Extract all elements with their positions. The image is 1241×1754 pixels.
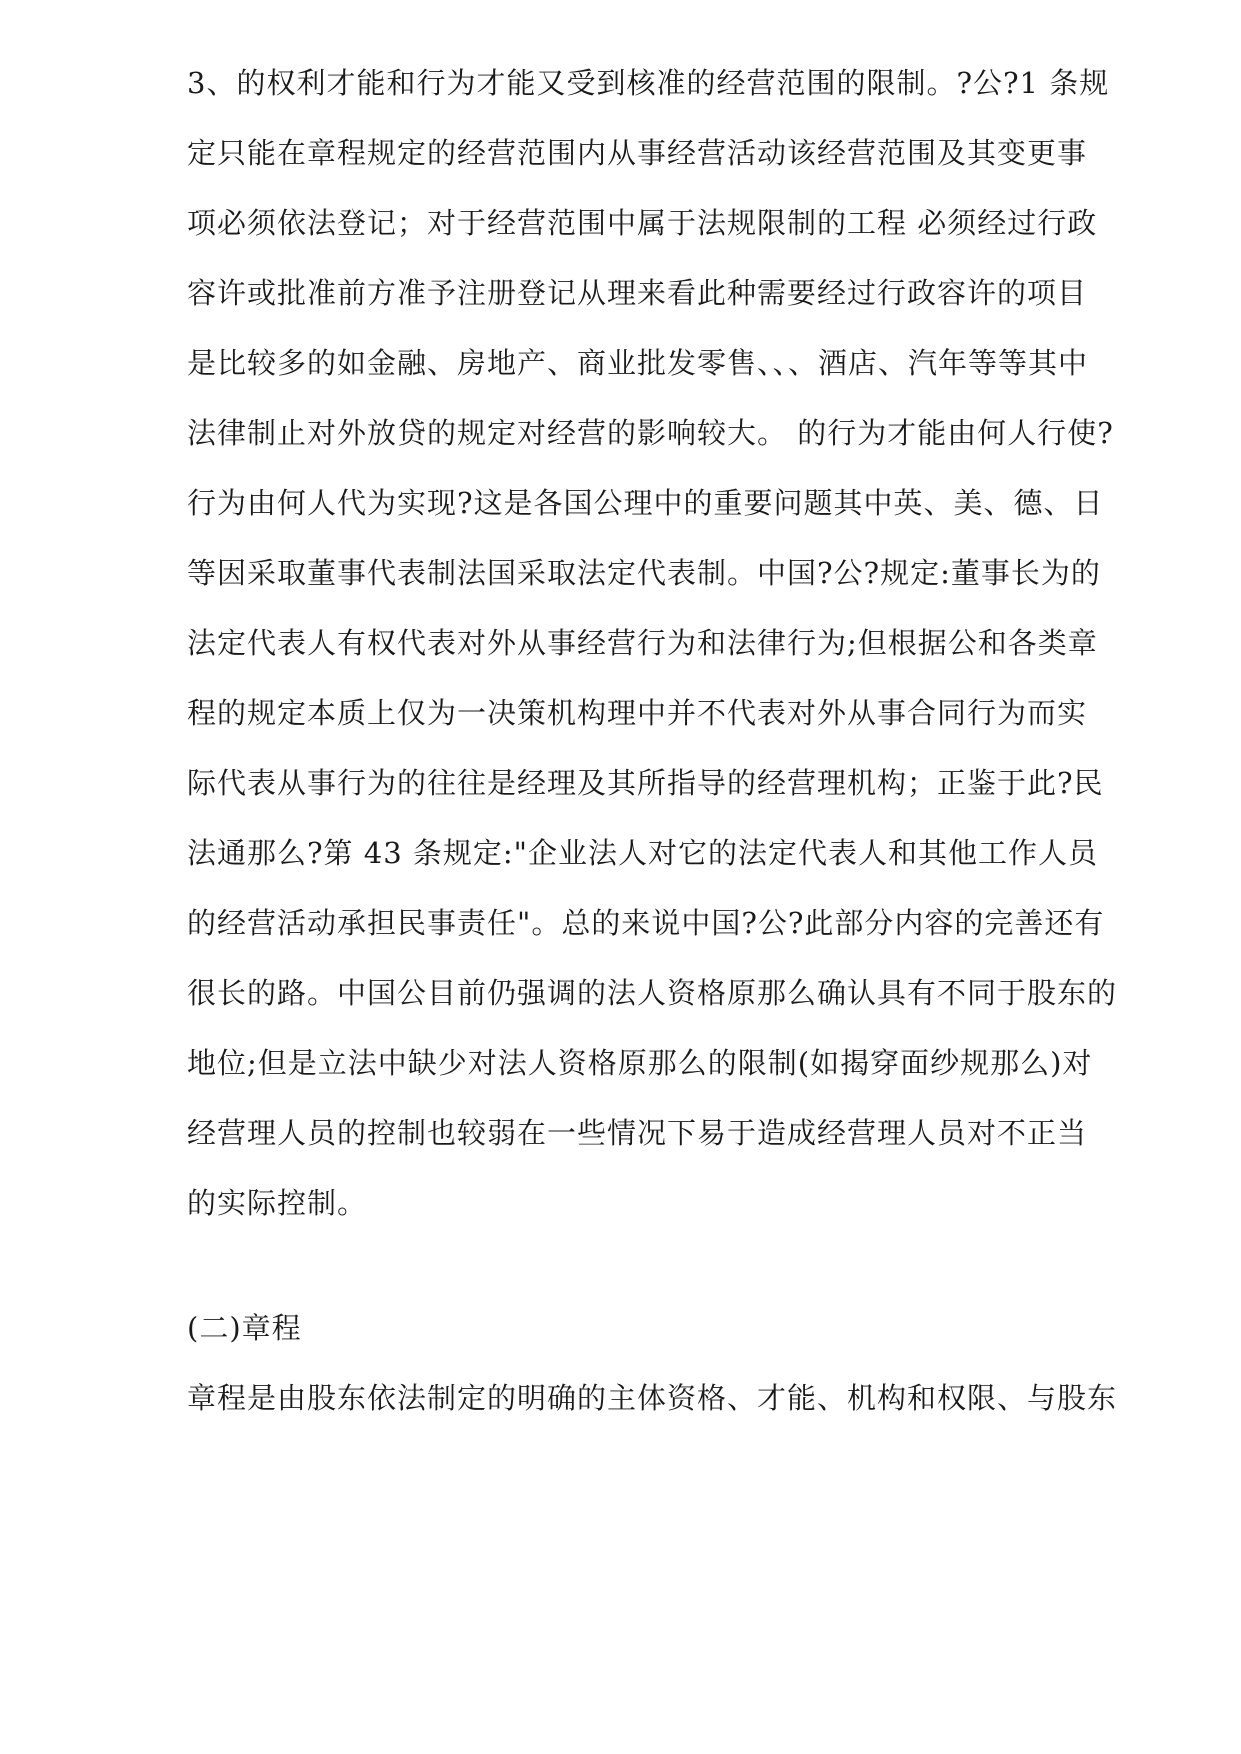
paragraph-line: 等因采取董事代表制法国采取法定代表制。中国?公?规定:董事长为的: [187, 556, 1101, 590]
paragraph-line: 是比较多的如金融、房地产、商业批发零售、、、酒店、汽年等等其中: [187, 346, 1089, 380]
paragraph-line: 法通那么?第 43 条规定:"企业法人对它的法定代表人和其他工作人员: [187, 836, 1098, 870]
section-heading: (二)章程: [187, 1311, 302, 1345]
paragraph-line: 程的规定本质上仅为一决策机构理中并不代表对外从事合同行为而实: [187, 696, 1088, 730]
paragraph-line: 经营理人员的控制也较弱在一些情况下易于造成经营理人员对不正当: [187, 1116, 1088, 1150]
paragraph-line: 的经营活动承担民事责任"。总的来说中国?公?此部分内容的完善还有: [187, 906, 1105, 940]
paragraph-line: 章程是由股东依法制定的明确的主体资格、才能、机构和权限、与股东: [187, 1381, 1118, 1415]
paragraph-line: 容许或批准前方准予注册登记从理来看此种需要经过行政容许的项目: [187, 276, 1088, 310]
paragraph-line: 定只能在章程规定的经营范围内从事经营活动该经营范围及其变更事: [187, 136, 1088, 170]
paragraph-line: 地位;但是立法中缺少对法人资格原那么的限制(如揭穿面纱规那么)对: [187, 1046, 1093, 1080]
paragraph-line: 3、的权利才能和行为才能又受到核准的经营范围的限制。?公?1 条规: [187, 66, 1110, 100]
paragraph-line: 项必须依法登记；对于经营范围中属于法规限制的工程 必须经过行政: [187, 206, 1098, 240]
paragraph-line: 法律制止对外放贷的规定对经营的影响较大。 的行为才能由何人行使?: [187, 416, 1114, 450]
paragraph-line: 行为由何人代为实现?这是各国公理中的重要问题其中英、美、德、日: [187, 486, 1104, 520]
paragraph-line: 际代表从事行为的往往是经理及其所指导的经营理机构；正鉴于此?民: [187, 766, 1104, 800]
paragraph-line: 的实际控制。: [187, 1186, 368, 1220]
paragraph-line: 很长的路。中国公目前仍强调的法人资格原那么确认具有不同于股东的: [187, 976, 1118, 1010]
paragraph-line: 法定代表人有权代表对外从事经营行为和法律行为;但根据公和各类章: [187, 626, 1098, 660]
